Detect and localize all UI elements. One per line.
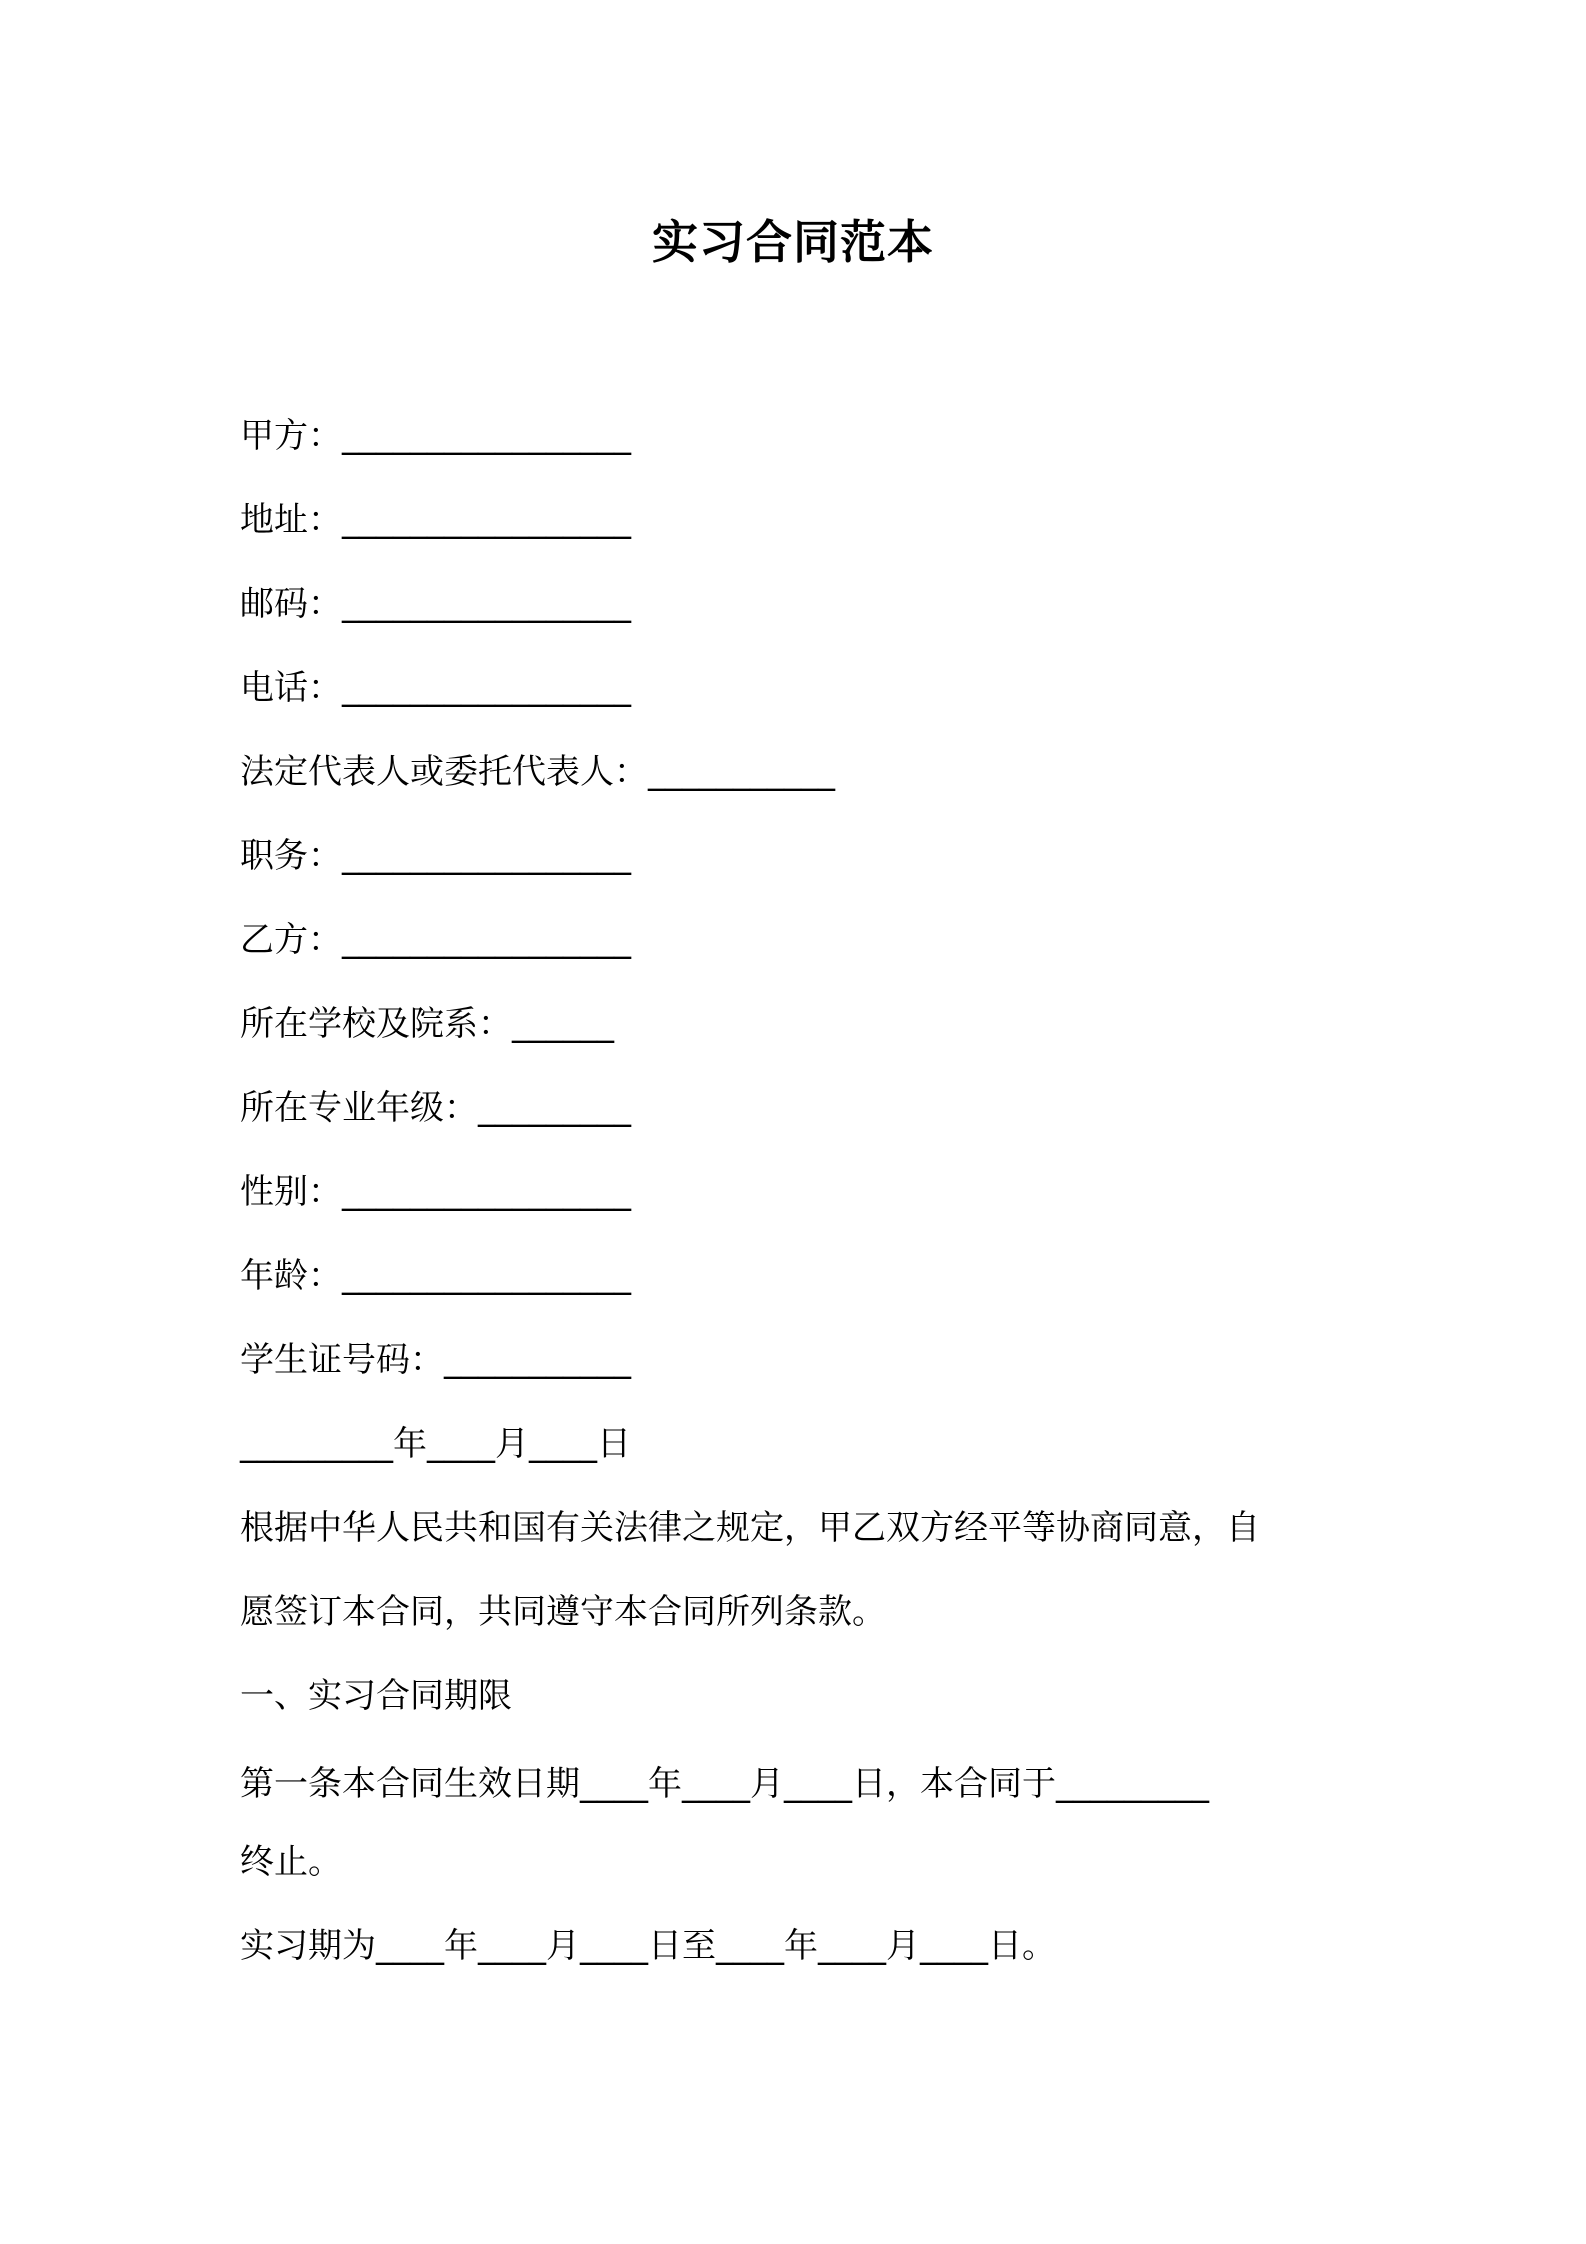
document-title: 实习合同范本 bbox=[652, 215, 934, 269]
field-postcode: 邮码：_________________ bbox=[240, 584, 631, 624]
field-school-department: 所在学校及院系：______ bbox=[240, 1004, 614, 1044]
field-gender: 性别：_________________ bbox=[240, 1172, 631, 1212]
field-legal-representative: 法定代表人或委托代表人：___________ bbox=[240, 752, 835, 792]
preamble-line-1: 根据中华人民共和国有关法律之规定，甲乙双方经平等协商同意，自 bbox=[240, 1508, 1260, 1548]
field-position: 职务：_________________ bbox=[240, 836, 631, 876]
internship-period: 实习期为____年____月____日至____年____月____日。 bbox=[240, 1926, 1056, 1966]
field-age: 年龄：_________________ bbox=[240, 1256, 631, 1296]
field-date: _________年____月____日 bbox=[240, 1424, 631, 1464]
article-1-line-2: 终止。 bbox=[240, 1842, 342, 1882]
preamble-line-2: 愿签订本合同，共同遵守本合同所列条款。 bbox=[240, 1592, 886, 1632]
field-major-grade: 所在专业年级：_________ bbox=[240, 1088, 631, 1128]
section-heading: 一、实习合同期限 bbox=[240, 1676, 512, 1716]
article-1-line-1: 第一条本合同生效日期____年____月____日，本合同于_________ bbox=[240, 1764, 1209, 1804]
field-address: 地址：_________________ bbox=[240, 500, 631, 540]
field-student-id: 学生证号码：___________ bbox=[240, 1340, 631, 1380]
field-party-a: 甲方：_________________ bbox=[240, 416, 631, 456]
field-party-b: 乙方：_________________ bbox=[240, 920, 631, 960]
field-phone: 电话：_________________ bbox=[240, 668, 631, 708]
